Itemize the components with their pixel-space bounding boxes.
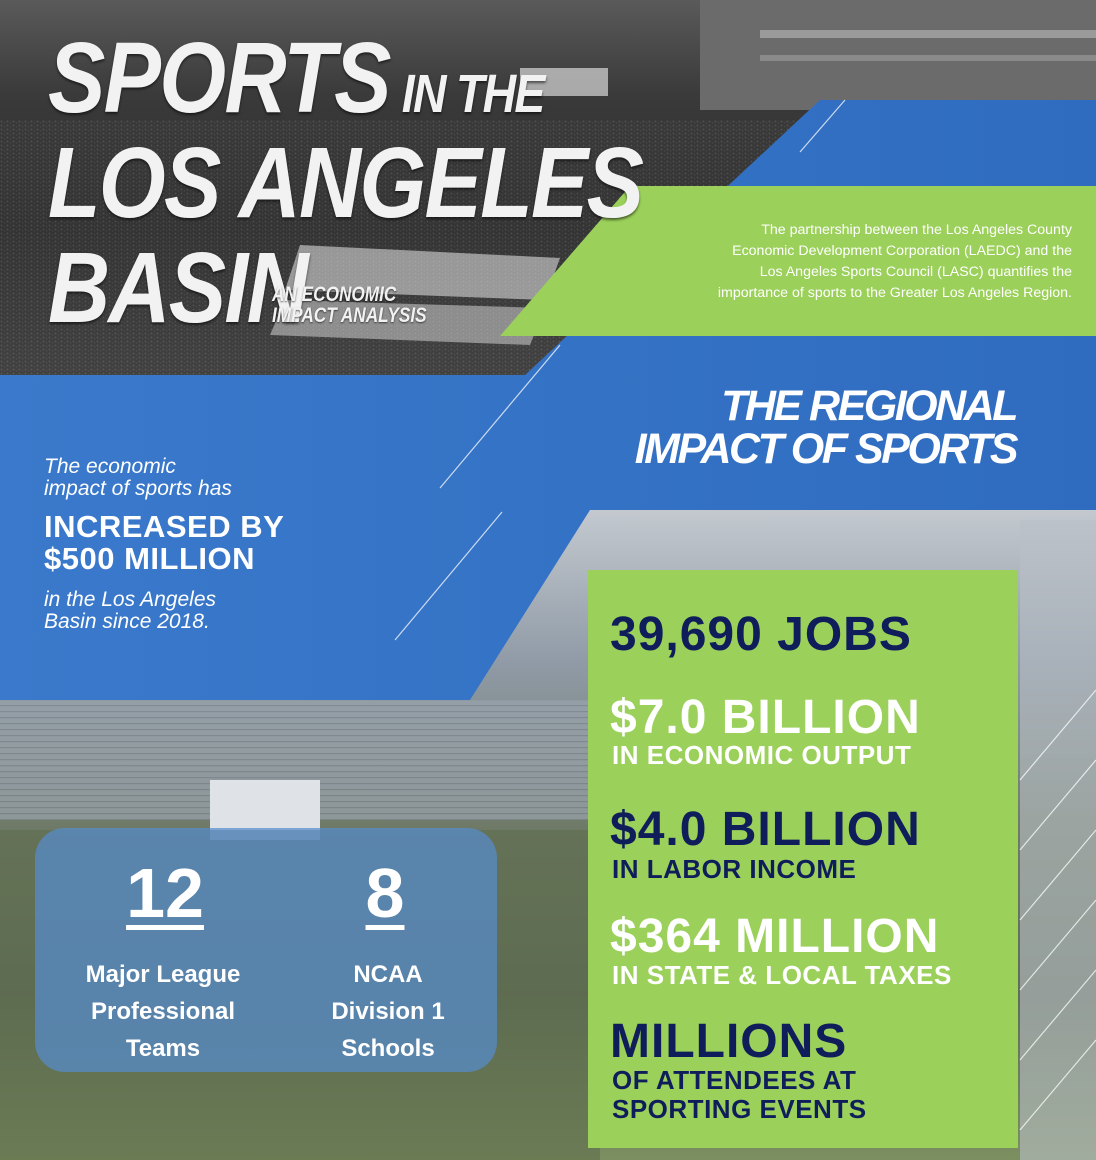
impact-headline	[44, 511, 364, 574]
teams-count: 12	[126, 854, 204, 932]
title-word-sports: SPORTS	[48, 22, 390, 134]
impact-headline-line-2: $500 MILLION	[44, 540, 255, 576]
impact-intro	[44, 456, 344, 501]
teams-label-line-2: Professional	[90, 998, 236, 1026]
impact-headline-line-1: INCREASED BY	[44, 509, 285, 544]
title-basin: BASIN	[48, 232, 307, 344]
subtitle-line-1: AN ECONOMIC	[272, 283, 397, 306]
stat-attendees-label-line-2: SPORTING EVENTS	[612, 1094, 867, 1124]
stat-output-value: $7.0 BILLION	[610, 691, 921, 744]
subtitle	[272, 284, 427, 327]
teams-label-line-3: Teams	[125, 1035, 201, 1063]
partnership-line-4: importance of sports to the Greater Los Angeles Region.	[717, 284, 1072, 301]
schools-label	[300, 956, 476, 1068]
title-connector: IN THE	[401, 64, 544, 124]
title-sports	[48, 22, 544, 134]
stat-attendees-label-line-1: OF ATTENDEES AT	[612, 1065, 857, 1095]
partnership-line-2: Economic Development Corporation (LAEDC) and the	[732, 242, 1072, 259]
impact-outro-line-1: in the Los Angeles	[44, 588, 217, 611]
teams-label	[50, 956, 276, 1068]
impact-intro-line-1: The economic	[44, 455, 176, 478]
stat-taxes-value: $364 MILLION	[610, 910, 940, 963]
impact-outro-line-2: Basin since 2018.	[44, 610, 210, 634]
partnership-line-1: The partnership between the Los Angeles County	[761, 222, 1072, 238]
impact-intro-line-2: impact of sports has	[44, 477, 232, 501]
stat-labor-label: IN LABOR INCOME	[612, 854, 857, 884]
schools-label-line-2: Division 1	[331, 998, 445, 1026]
teams-label-line-1: Major League	[85, 961, 241, 988]
section-heading-line-1: THE REGIONAL	[721, 382, 1016, 430]
schools-label-line-1: NCAA	[353, 961, 423, 988]
stat-taxes-label: IN STATE & LOCAL TAXES	[612, 960, 952, 990]
stat-attendees-value: MILLIONS	[610, 1015, 848, 1068]
schools-count: 8	[365, 854, 405, 932]
section-heading	[560, 382, 1016, 473]
section-heading-line-2: IMPACT OF SPORTS	[634, 425, 1016, 473]
partnership-text	[560, 220, 1072, 304]
stat-output-label: IN ECONOMIC OUTPUT	[612, 740, 912, 770]
schools-label-line-3: Schools	[341, 1035, 435, 1063]
subtitle-line-2: IMPACT ANALYSIS	[272, 304, 427, 328]
stat-labor-value: $4.0 BILLION	[610, 803, 921, 856]
partnership-line-3: Los Angeles Sports Council (LASC) quantifies the	[759, 263, 1072, 280]
stat-jobs: 39,690 JOBS	[610, 608, 912, 661]
title-los-angeles: LOS ANGELES	[48, 127, 643, 239]
impact-outro	[44, 589, 344, 634]
